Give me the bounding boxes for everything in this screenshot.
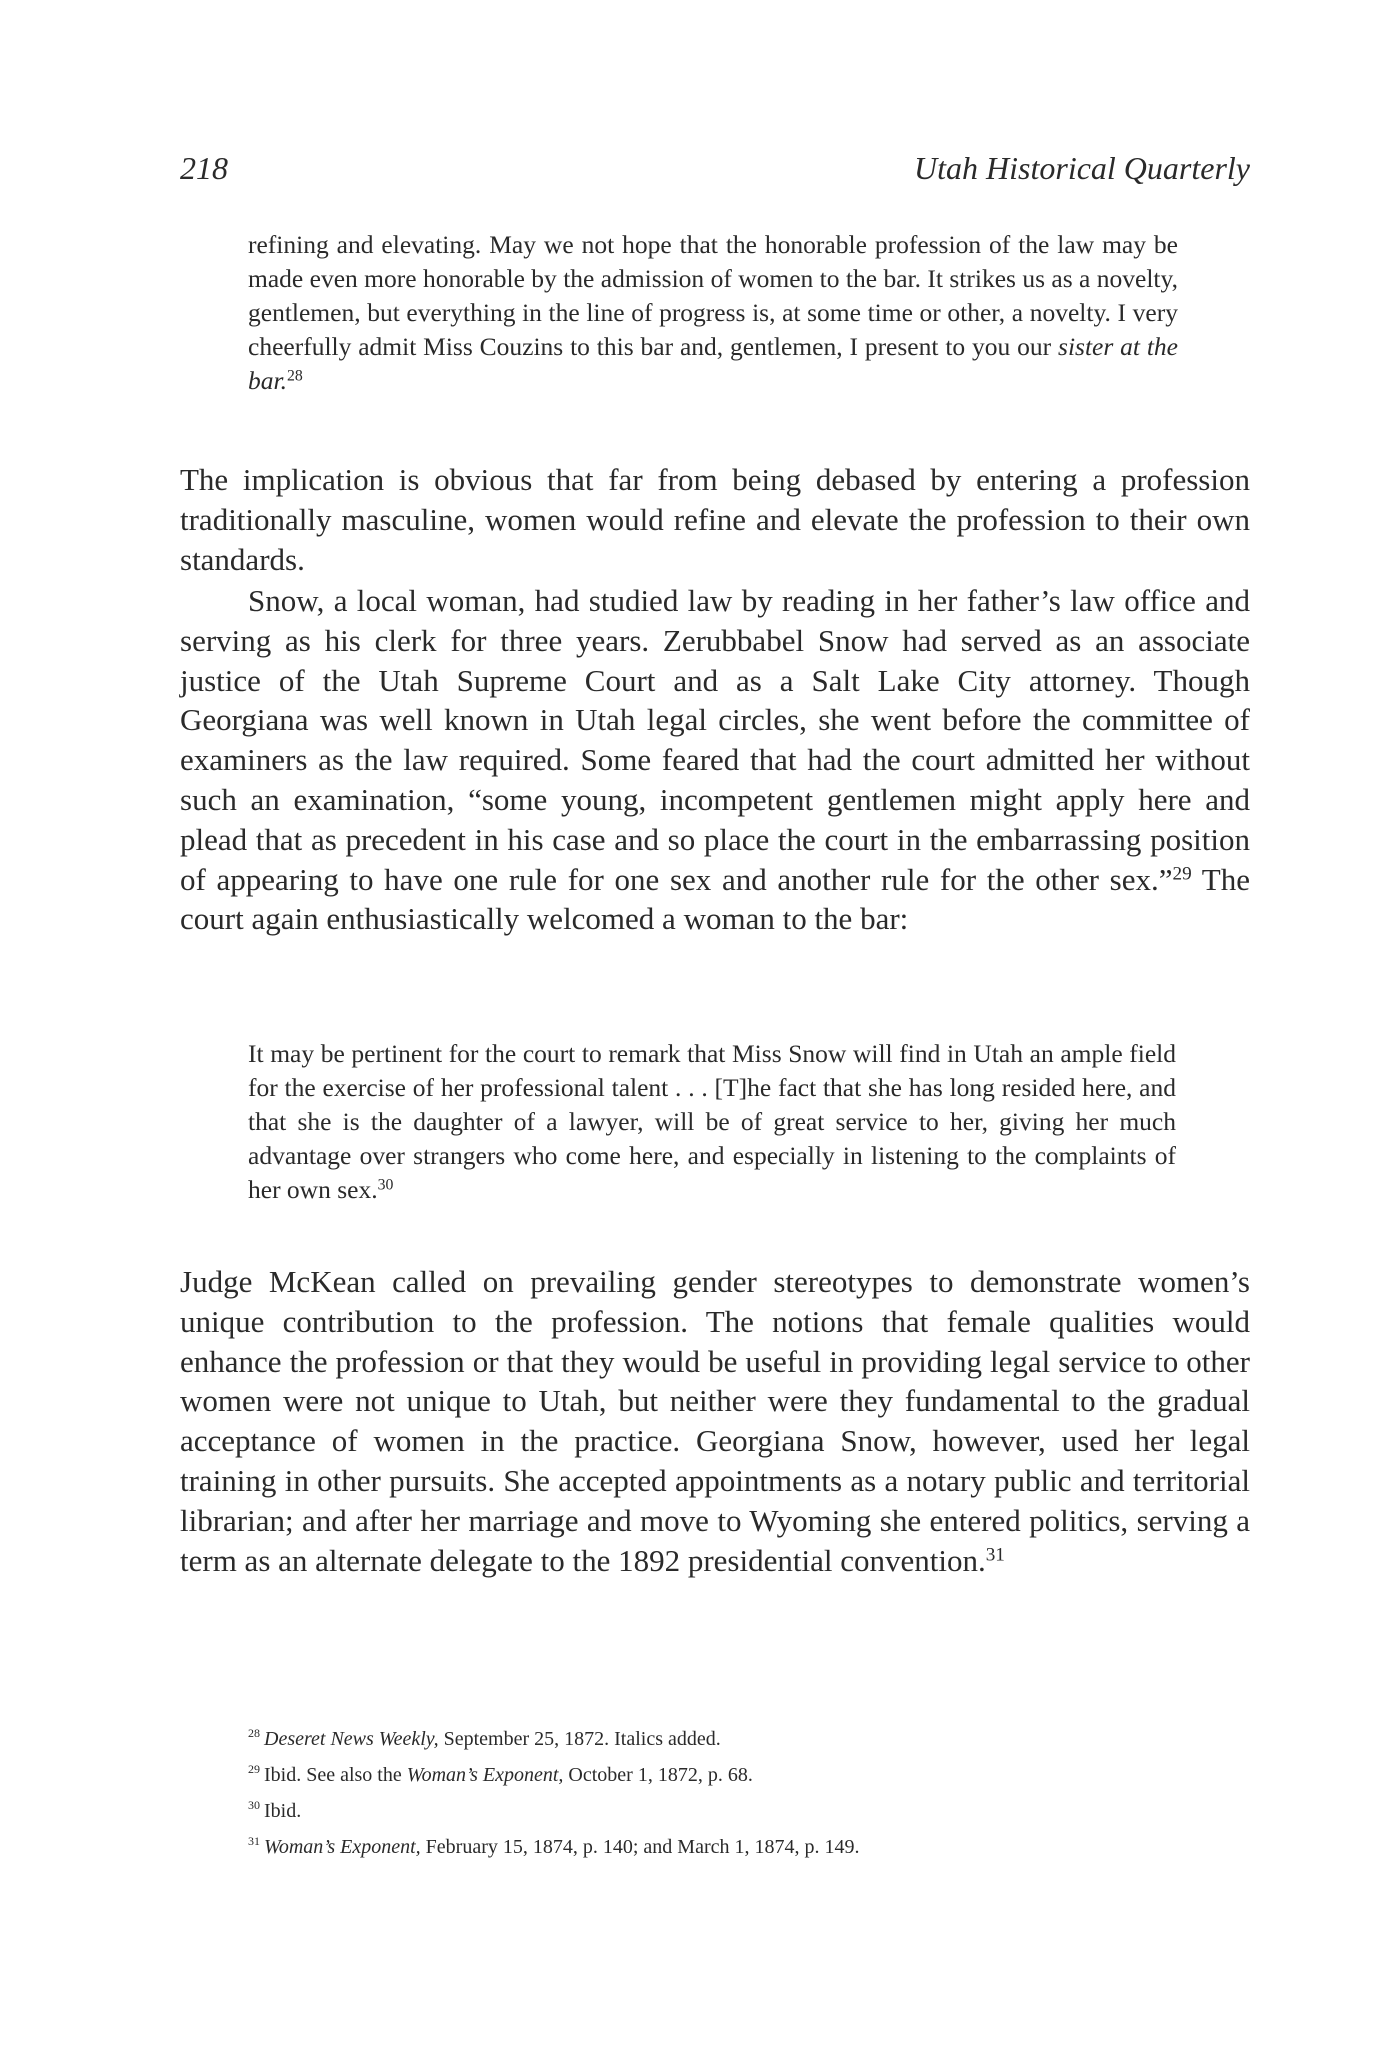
footnote-text-pre: Ibid. See also the [264, 1764, 407, 1786]
quote-text: refining and elevating. May we not hope that the honorable profession of the law may be made even more honorable by the admission of women to the bar. It strikes us as a novelty, gentlemen, but everything in the line of progress is, at some time or other, a novelty. I very cheerfully admit Miss Couzins to this bar and, gentlemen, I present to you our [248, 230, 1178, 361]
journal-title: Utah Historical Quarterly [914, 150, 1250, 186]
quote-italic-phrase: sister at the bar. [248, 332, 1178, 395]
footnote-number: 30 [248, 1798, 260, 1812]
footnote-29 [248, 1754, 1178, 1790]
footnote-number: 29 [248, 1762, 260, 1776]
footnote-number: 31 [248, 1834, 260, 1848]
footnotes-list [248, 1718, 1178, 1862]
footnote-text: October 1, 1872, p. 68. [563, 1764, 753, 1786]
block-quote-court [248, 1037, 1176, 1207]
footnote-source-title: Woman’s Exponent, [264, 1836, 421, 1858]
paragraph-text: Judge McKean called on prevailing gender stereotypes to demonstrate women’s unique contribution to the profession. The notions that female qualities would enhance the profession or that they would be useful in providing legal service to other women were not unique to Utah, but neither were they fundamental to the gradual acceptance of women in the practice. Georgiana Snow, however, used her legal training in other pursuits. She accepted appointments as a notary public and territorial librarian; and after her marriage and move to Wyoming she entered politics, serving a term as an alternate delegate to the 1892 presidential convention. [180, 1264, 1250, 1578]
block-quote-couzins [248, 228, 1178, 398]
running-header [180, 150, 1250, 200]
page-number: 218 [180, 150, 228, 186]
footnote-text: February 15, 1874, p. 140; and March 1, 1874, p. 149. [420, 1836, 860, 1858]
body-paragraph-snow [180, 581, 1250, 939]
footnote-ref-29[interactable]: 29 [1172, 863, 1192, 885]
footnote-number: 28 [248, 1726, 260, 1740]
footnote-31 [248, 1826, 1178, 1862]
body-paragraph-mckean [180, 1262, 1250, 1580]
footnote-28 [248, 1718, 1178, 1754]
footnote-source-title: Woman’s Exponent, [406, 1764, 564, 1786]
footnote-30 [248, 1790, 1178, 1826]
body-paragraph-implication: The implication is obvious that far from being debased by entering a profession traditionally masculine, women would refine and elevate the profession to their own standards. [180, 462, 1250, 577]
footnote-ref-31[interactable]: 31 [985, 1544, 1005, 1566]
quote-text: It may be pertinent for the court to remark that Miss Snow will find in Utah an ample field for the exercise of her professional talent . . . [T]he fact that she has long resided here, and that she is the daughter of a lawyer, will be of great service to her, giving her much advantage over strangers who come here, and especially in listening to the complaints of her own sex. [248, 1039, 1176, 1204]
footnote-ref-28[interactable]: 28 [286, 367, 303, 385]
footnote-ref-30[interactable]: 30 [377, 1176, 394, 1194]
footnote-text-pre: Ibid. [264, 1800, 302, 1822]
paragraph-text-after: The court again enthusiastically welcomed a woman to the bar: [180, 861, 1251, 937]
footnote-source-title: Deseret News Weekly, [264, 1728, 439, 1750]
footnote-text: September 25, 1872. Italics added. [438, 1728, 721, 1750]
paragraph-text: Snow, a local woman, had studied law by reading in her father’s law office and serving as his clerk for three years. Zerubbabel Snow had served as an associate justice of the Utah Supreme Court and as a Salt Lake City attorney. Though Georgiana was well known in Utah legal circles, she went before the committee of examiners as the law required. Some feared that had the court admitted her without such an examination, “some young, incompetent gentlemen might apply here and plead that as precedent in his case and so place the court in the embarrassing position of appearing to have one rule for one sex and another rule for the other sex.” [180, 583, 1250, 897]
